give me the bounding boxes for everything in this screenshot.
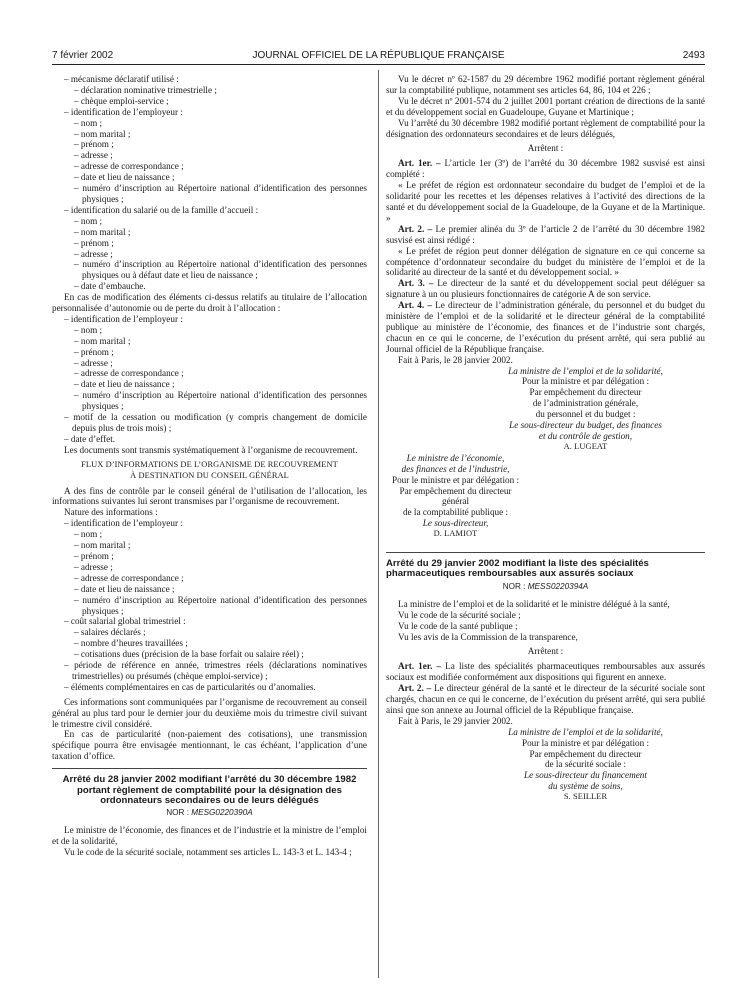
page-header [52,50,705,64]
list-item: – prénom ; [74,237,114,248]
nor-reference [386,582,705,593]
nor-label: NOR : [166,808,189,818]
signature-line: Pour la ministre et par délégation : [521,737,650,748]
list-item: – date d’embauche. [74,281,146,292]
paragraph: Vu l’arrêté du 30 décembre 1982 modifié portant règlement de comptabilité pour la désignation des ordonnateurs secondaires et de leurs délégués, [386,117,705,139]
article-label: Art. 2. – [398,223,433,234]
article-text: L’article 1er (3º) de l’arrêté du 30 décembre 1982 susvisé est ainsi complété : [386,158,705,180]
list-item: – nombre d’heures travaillées ; [74,638,188,649]
list-item: – identification de l’employeur : [64,313,183,324]
list-item: – prénom ; [74,346,114,357]
column-divider [378,70,379,978]
quote-paragraph: « Le préfet de région est ordonnateur secondaire du budget de l’emploi et de la solidarité pour les recettes et les dépenses relatives à l’activité des directions de la santé et du développement social de la Guadeloupe, de la Guyane et de la Martinique. » [386,180,705,223]
signature-line: Pour la ministre et par délégation : [521,376,650,387]
header-page-number: 2493 [682,50,705,61]
decree-separator [386,552,705,553]
signatory-name: D. LAMIOT [433,529,478,539]
list-item: – date et lieu de naissance ; [74,379,175,390]
signature-line: Par empêchement du directeur [529,748,642,759]
paragraph: Vu le code de la sécurité sociale, notamment ses articles L. 143-3 et L. 143-4 ; [64,847,352,858]
signature-line: Le sous-directeur du financement [524,770,647,781]
decree-separator [52,768,367,769]
list-item: – date et lieu de naissance ; [74,172,175,183]
signature-line: de la sécurité sociale : [544,759,627,770]
list-item: – adresse ; [74,561,113,572]
signature-line: Par empêchement du directeur général [399,485,512,507]
list-item: – adresse ; [74,357,113,368]
article-3 [386,278,705,300]
paragraph: Vu les avis de la Commission de la transparence, [398,631,578,642]
left-column [52,74,367,858]
signature-block [386,453,705,540]
signature-line: La ministre de l’emploi et de la solidarité, [508,365,663,376]
signature-line: de l’administration générale, [532,398,639,409]
article-text: Le directeur de l’administration générale, du personnel et du budget du ministère de l’emploi et de la solidarité et le directeur général de la comptabilité publique au ministère de l’économie, des finances et de l’industrie sont chargés, chacun en ce qui le concerne, de l’exécution du présent arrêté, qui sera publié au Journal officiel de la République française. [386,300,705,354]
paragraph: Ces informations sont communiquées par l’organisme de recouvrement au conseil général au plus tard pour le dernier jour du deuxième mois du trimestre civil suivant le trimestre civil considéré. [52,696,367,729]
nor-reference [52,808,367,819]
article-label: Art. 1er. – [398,158,441,169]
nor-code: MESS0220394A [527,581,589,591]
signature-line: et du contrôle de gestion, [538,431,633,441]
signatory-name: A. LUGEAT [563,441,608,451]
article-1 [386,158,705,180]
signatory-name: S. SEILLER [563,792,608,802]
list-item: – prénom ; [74,139,114,150]
list-item: – coût salarial global trimestriel : [64,616,186,627]
article-text: La liste des spécialités pharmaceutiques remboursables aux assurés sociaux est modifiée conformément aux dispositions qui figurent en annexe. [386,661,705,683]
paragraph: Vu le décret nº 2001-574 du 2 juillet 2001 portant création de directions de la santé et du développement social en Guadeloupe, Guyane et Martinique ; [386,95,705,117]
article-label: Art. 3. – [398,278,434,289]
signature-block [386,366,705,453]
list-item: – identification de l’employeur : [64,106,183,117]
paragraph: A des fins de contrôle par le conseil général de l’utilisation de l’allocation, les informations suivantes lui seront transmises par l’organisme de recouvrement. [52,485,367,507]
list-item: – nom ; [74,324,103,335]
signature-line: Par empêchement du directeur [529,387,642,398]
section-heading: À DESTINATION DU CONSEIL GÉNÉRAL [130,470,289,480]
list-item: – éléments complémentaires en cas de particularités ou d’anomalies. [64,681,316,692]
list-item: – nom ; [74,215,103,226]
list-item: – période de référence en année, trimestres réels (déclarations nominatives trimestrielles) ou présumés (chèque emploi-service) ; [64,660,367,681]
article-2 [386,224,705,246]
list-item: – numéro d’inscription au Répertoire national d’identification des personnes physiques ; [74,390,367,412]
list-item: – date d’effet. [64,433,116,444]
section-heading: FLUX D’INFORMATIONS DE L’ORGANISME DE RECOUVREMENT [81,459,338,469]
signature-line: de la comptabilité publique : [402,507,509,518]
quote-paragraph: « Le préfet de région peut donner délégation de signature en ce qui concerne sa compétence d’ordonnateur secondaire du budget du ministère de l’emploi et de la solidarité au directeur de la santé et du développement social. » [386,245,705,278]
list-item: – salaires déclarés ; [74,627,146,638]
signature-line: Le sous-directeur du budget, des finances [509,420,662,431]
list-item: – nom marital ; [74,335,131,346]
paragraph: En cas de modification des éléments ci-dessus relatifs au titulaire de l’allocation personnalisée d’autonomie ou de perte du droit à l’allocation : [52,292,367,314]
article-text: Le directeur de la santé et du développement social peut déléguer sa signature à un ou plusieurs fonctionnaires de catégorie A de son service. [386,278,705,300]
signature-line: La ministre de l’emploi et de la solidarité, [508,726,663,737]
list-item: – numéro d’inscription au Répertoire national d’identification des personnes physiques ; [74,594,367,616]
list-item: – mécanisme déclaratif utilisé : [64,74,179,84]
list-item: – nom marital ; [74,540,131,551]
list-item: – cotisations dues (précision de la base forfait ou salaire réel) ; [74,649,304,660]
list-item: – chèque emploi-service ; [74,95,169,106]
header-rule [52,64,705,65]
nor-label: NOR : [502,581,526,591]
signing-date: Fait à Paris, le 29 janvier 2002. [398,715,513,726]
signature-line: Le ministre de l’économie, [406,452,505,463]
signature-line: Pour le ministre et par délégation : [391,474,520,485]
arretent-heading: Arrêtent : [527,143,564,154]
signature-line: des finances et de l’industrie, [401,463,510,474]
paragraph: Vu le code de la santé publique ; [398,620,518,631]
list-item: – identification de l’employeur : [64,518,183,529]
decree-title: Arrêté du 28 janvier 2002 modifiant l’arrêté du 30 décembre 1982 portant règlement de comptabilité pour la désignation des ordonnateurs secondaires ou de leurs délégués [62,774,357,806]
list-item: – motif de la cessation ou modification (y compris changement de domicile depuis plus de trois mois) ; [64,412,367,433]
paragraph: Les documents sont transmis systématiquement à l’organisme de recouvrement. [64,444,358,455]
right-column [386,74,705,803]
signature-line: du personnel et du budget : [535,409,636,420]
list-item: – identification du salarié ou de la famille d’accueil : [64,204,259,215]
list-item: – numéro d’inscription au Répertoire national d’identification des personnes physiques ou à défaut date et lieu de naissance ; [74,259,367,281]
paragraph: Le ministre de l’économie, des finances et de l’industrie et la ministre de l’emploi et de la solidarité, [52,825,367,847]
signature-line: du système de soins, [548,781,623,792]
list-item: – numéro d’inscription au Répertoire national d’identification des personnes physiques ; [74,183,367,204]
paragraph: Vu le code de la sécurité sociale ; [398,609,521,620]
list-item: – adresse de correspondance ; [74,572,184,583]
paragraph: En cas de particularité (non-paiement des cotisations), une transmission spécifique pourra être envisagée mentionnant, le cas échéant, l’application d’une taxation d’office. [52,729,367,762]
signing-date: Fait à Paris, le 28 janvier 2002. [398,354,513,365]
paragraph: Vu le décret nº 62-1587 du 29 décembre 1962 modifié portant règlement général sur la comptabilité publique, notamment ses articles 64, 86, 104 et 226 ; [386,74,705,95]
arretent-heading: Arrêtent : [527,646,564,657]
article-1 [386,661,705,683]
list-item: – déclaration nominative trimestrielle ; [74,84,217,95]
article-label: Art. 4. – [398,300,432,311]
header-date: 7 février 2002 [52,50,114,61]
article-text: Le premier alinéa du 3º de l’article 2 de l’arrêté du 30 décembre 1982 susvisé est ainsi rédigé : [386,223,705,245]
list-item: – adresse ; [74,150,113,161]
article-text: Le directeur général de la santé et le directeur de la sécurité sociale sont chargés, chacun en ce qui le concerne, de l’exécution du présent arrêté, qui sera publié ainsi que son annexe au Journal officiel de la République française. [386,683,706,715]
list-item: – nom marital ; [74,128,131,139]
nor-code: MESG0220390A [191,808,253,818]
list-item: – prénom ; [74,550,114,561]
paragraph: Nature des informations : [64,507,158,518]
header-journal-title: JOURNAL OFFICIEL DE LA RÉPUBLIQUE FRANÇAISE [252,50,505,61]
decree-title: Arrêté du 29 janvier 2002 modifiant la liste des spécialités pharmaceutiques remboursables aux assurés sociaux [386,558,649,580]
list-item: – adresse de correspondance ; [74,368,184,379]
list-item: – nom ; [74,117,103,128]
signature-block [386,727,705,803]
article-4 [386,300,705,355]
list-item: – nom marital ; [74,226,131,237]
article-label: Art. 2. – [398,683,432,694]
signature-line: Le sous-directeur, [422,518,489,529]
list-item: – adresse de correspondance ; [74,161,184,172]
list-item: – adresse ; [74,248,113,259]
article-2 [386,683,705,716]
article-label: Art. 1er. – [398,661,442,672]
paragraph: La ministre de l’emploi et de la solidarité et le ministre délégué à la santé, [398,598,670,609]
list-item: – date et lieu de naissance ; [74,583,175,594]
list-item: – nom ; [74,529,103,540]
